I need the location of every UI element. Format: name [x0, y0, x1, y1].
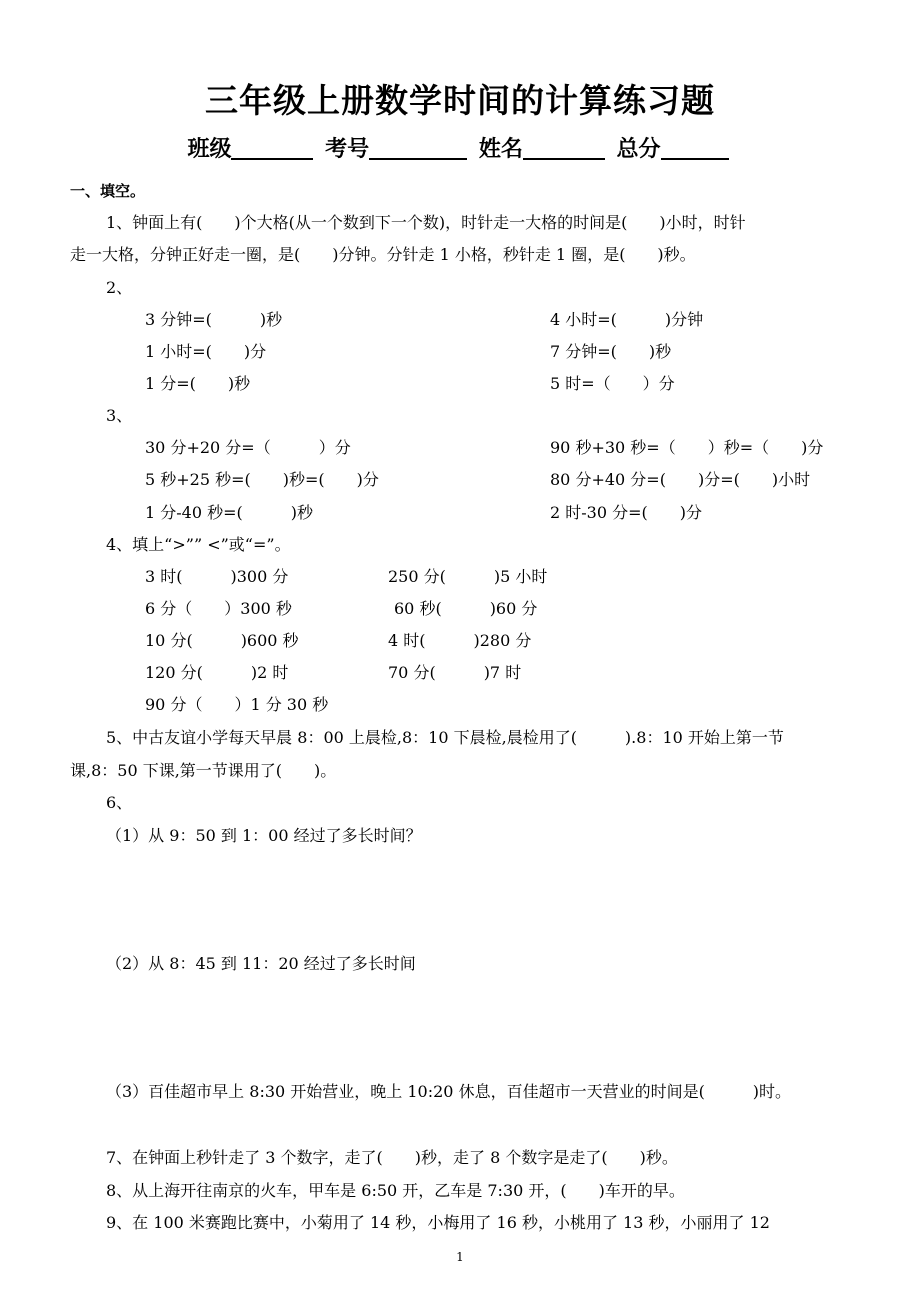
q4-label: 4、填上“>”” <”或“=”。 [106, 535, 291, 554]
q5-line1: 5、中古友谊小学每天早晨 8：00 上晨检,8：10 下晨检,晨检用了( ).8：10 开始上第一节 [106, 728, 784, 747]
q1-line1: 1、钟面上有( )个大格(从一个数到下一个数)，时针走一大格的时间是( )小时，时针 [106, 213, 746, 232]
name-blank[interactable] [523, 136, 605, 160]
section-heading: 一、填空。 [70, 182, 146, 200]
q4-left-2: 6 分（ ）300 秒 [145, 599, 292, 618]
q4-left-3: 10 分( )600 秒 [145, 631, 299, 650]
q6-sub3: （3）百佳超市早上 8:30 开始营业，晚上 10:20 休息，百佳超市一天营业的时间是( )时。 [106, 1082, 792, 1101]
q4-left-5: 90 分（ ）1 分 30 秒 [145, 695, 329, 714]
page-title: 三年级上册数学时间的计算练习题 [205, 81, 715, 120]
score-label: 总分 [616, 137, 661, 162]
q5-line2: 课,8：50 下课,第一节课用了( )。 [70, 761, 337, 780]
q2-label: 2、 [106, 278, 133, 297]
q2-right-1: 4 小时=( )分钟 [550, 310, 704, 329]
student-info-row [0, 132, 920, 163]
score-blank[interactable] [661, 136, 729, 160]
q4-right-4: 70 分( )7 时 [388, 663, 522, 682]
q8: 8、从上海开往南京的火车，甲车是 6:50 开，乙车是 7:30 开，( )车开的早。 [106, 1181, 685, 1200]
q4-right-2: 60 秒( )60 分 [394, 599, 538, 618]
page-number: 1 [456, 1250, 464, 1264]
q2-right-2: 7 分钟=( )秒 [550, 342, 672, 361]
q7: 7、在钟面上秒针走了 3 个数字，走了( )秒，走了 8 个数字是走了( )秒。 [106, 1148, 678, 1167]
q3-right-2: 80 分+40 分=( )分=( )小时 [550, 470, 811, 489]
q2-left-3: 1 分=( )秒 [145, 374, 251, 393]
q6-sub1: （1）从 9：50 到 1：00 经过了多长时间？ [106, 826, 422, 845]
exam-no-blank[interactable] [369, 136, 467, 160]
q6-sub2: （2）从 8：45 到 11：20 经过了多长时间 [106, 954, 416, 973]
q3-label: 3、 [106, 406, 133, 425]
q1-line2: 走一大格，分钟正好走一圈，是( )分钟。分针走 1 小格，秒针走 1 圈，是( )秒。 [70, 245, 696, 264]
q3-left-3: 1 分-40 秒=( )秒 [145, 503, 314, 522]
class-label: 班级 [187, 137, 232, 162]
q3-right-3: 2 时-30 分=( )分 [550, 503, 703, 522]
q6-label: 6、 [106, 793, 133, 812]
q3-left-2: 5 秒+25 秒=( )秒=( )分 [145, 470, 379, 489]
q4-right-3: 4 时( )280 分 [388, 631, 532, 650]
q4-left-1: 3 时( )300 分 [145, 567, 289, 586]
q2-left-1: 3 分钟=( )秒 [145, 310, 283, 329]
q2-left-2: 1 小时=( )分 [145, 342, 267, 361]
q2-right-3: 5 时=（ ）分 [550, 374, 675, 393]
q4-right-1: 250 分( )5 小时 [388, 567, 548, 586]
class-blank[interactable] [231, 136, 313, 160]
q3-right-1: 90 秒+30 秒=（ ）秒=（ )分 [550, 438, 824, 457]
q3-left-1: 30 分+20 分=（ ）分 [145, 438, 351, 457]
name-label: 姓名 [478, 137, 523, 162]
q4-left-4: 120 分( )2 时 [145, 663, 289, 682]
exam-no-label: 考号 [325, 137, 370, 162]
q9: 9、在 100 米赛跑比赛中，小菊用了 14 秒，小梅用了 16 秒，小桃用了 13 秒，小丽用了 12 [106, 1213, 770, 1232]
